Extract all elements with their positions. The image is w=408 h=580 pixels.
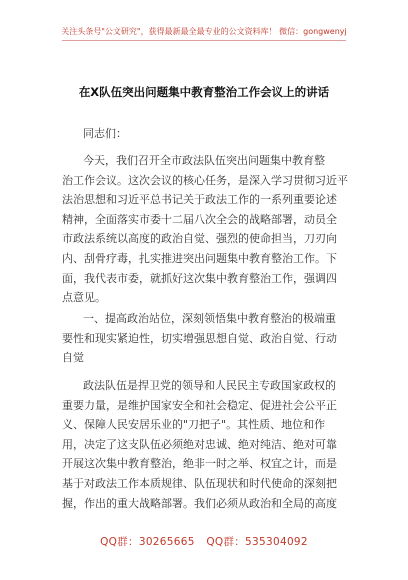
paragraph-line: 治工作会议。这次会议的核心任务，是深入学习贯彻习近平	[62, 173, 348, 187]
footer-qq-1: QQ群：30265665	[100, 536, 195, 548]
paragraph-line: 重要力量，是维护国家安全和社会稳定、促进社会公平正	[62, 398, 337, 412]
paragraph-line: 面，我代表市委，就抓好这次集中教育整治工作，强调四	[62, 271, 337, 285]
paragraph-line: 市政法系统以高度的政治自觉、强烈的使命担当，刀刃向	[62, 232, 337, 246]
paragraph-line: 内、刮骨疗毒，扎实推进突出问题集中教育整治工作。下	[62, 251, 337, 265]
paragraph-line: 法治思想和习近平总书记关于政法工作的一系列重要论述	[62, 193, 337, 207]
paragraph-line: 基于对政法工作本质规律、队伍现状和时代使命的深刻把	[62, 476, 337, 490]
greeting: 同志们：	[83, 127, 127, 140]
footer-qq-2: QQ群：535304092	[206, 536, 308, 548]
section-1-heading	[62, 309, 352, 368]
heading-line: 自觉	[62, 351, 84, 365]
footer-qq-groups	[0, 534, 408, 549]
header-banner: 关注头条号"公文研究"，获得最新最全最专业的公文资料库！ 微信：gongwenyj	[61, 27, 347, 36]
paragraph-line: 握，作出的重大战略部署。我们必须从政治和全局的高度	[62, 496, 337, 510]
paragraph-line: 义、保障人民安居乐业的"刀把子"。其性质、地位和作	[62, 418, 326, 432]
paragraph-2	[62, 376, 352, 513]
greeting-block	[62, 124, 352, 144]
paragraph-line: 点意见。	[62, 291, 106, 305]
paragraph-line: 用，决定了这支队伍必须绝对忠诚、绝对纯洁、绝对可靠	[62, 437, 337, 451]
paragraph-1	[62, 151, 352, 308]
paragraph-line: 今天，我们召开全市政法队伍突出问题集中教育整	[83, 154, 325, 167]
header-divider	[62, 40, 346, 41]
document-title: 在X队伍突出问题集中教育整治工作会议上的讲话	[78, 85, 330, 99]
heading-line: 要性和现实紧迫性，切实增强思想自觉、政治自觉、行动	[62, 331, 337, 345]
paragraph-line: 政法队伍是捍卫党的领导和人民民主专政国家政权的	[83, 379, 336, 392]
paragraph-line: 精神，全面落实市委十二届八次全会的战略部署，动员全	[62, 212, 337, 226]
heading-line: 一、提高政治站位，深刻领悟集中教育整治的极端重	[83, 312, 336, 325]
paragraph-line: 开展这次集中教育整治，绝非一时之举、权宜之计，而是	[62, 457, 337, 471]
